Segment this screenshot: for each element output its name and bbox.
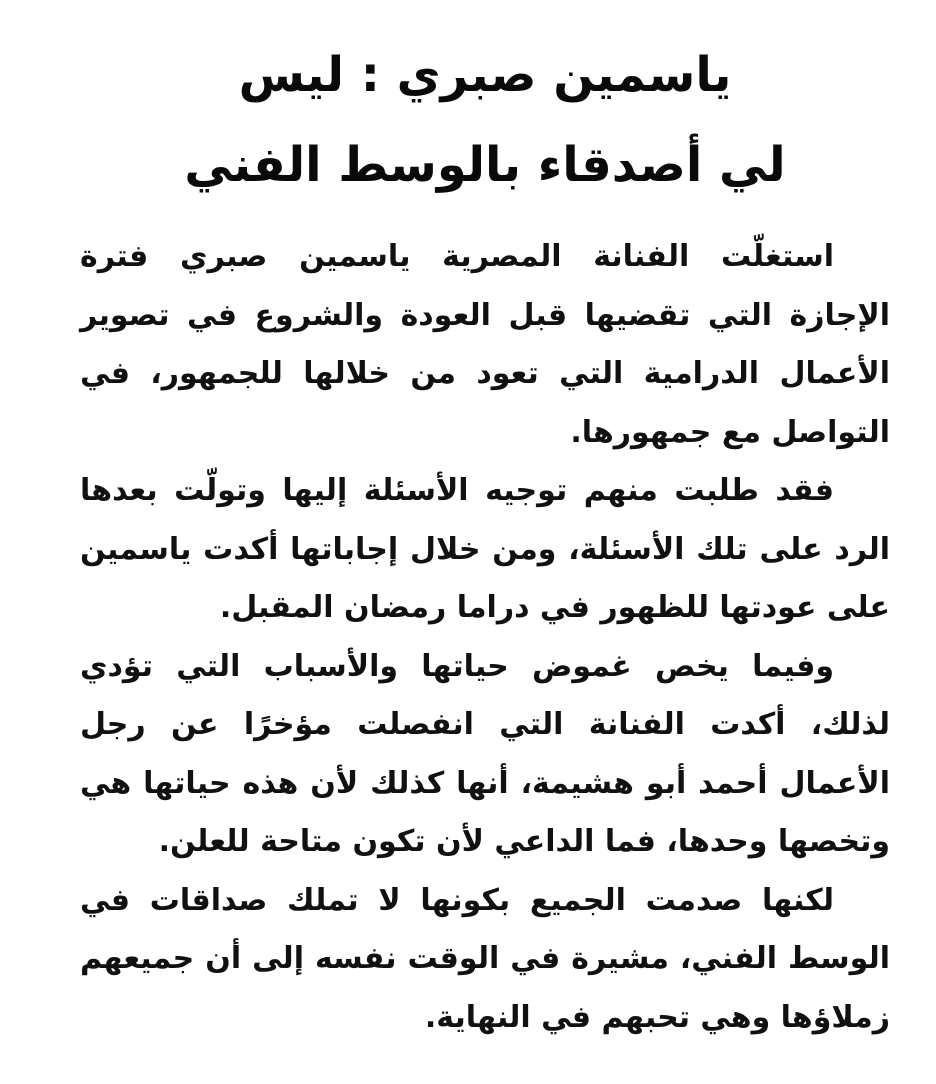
headline-line-2: لي أصدقاء بالوسط الفني (184, 137, 786, 193)
article-paragraph-2: فقد طلبت منهم توجيه الأسئلة إليها وتولّت بعدها الرد على تلك الأسئلة، ومن خلال إجاباتها أكدت ياسمين على عودتها للظهور في دراما رمضان المقبل. (80, 473, 890, 625)
article-paragraph-1: استغلّت الفنانة المصرية ياسمين صبري فترة الإجازة التي تقضيها قبل العودة والشروع في تصوير الأعمال الدرامية التي تعود من خلالها للجمهور، في التواصل مع جمهورها. (80, 239, 890, 450)
headline-line-1: ياسمين صبري : ليس (238, 47, 732, 103)
article-headline (80, 30, 890, 210)
article-paragraph-4: لكنها صدمت الجميع بكونها لا تملك صداقات في الوسط الفني، مشيرة في الوقت نفسه إلى أن جميعهم زملاؤها وهي تحبهم في النهاية. (80, 882, 890, 1035)
article-paragraph-3: وفيما يخص غموض حياتها والأسباب التي تؤدي لذلك، أكدت الفنانة التي انفصلت مؤخرًا عن رجل الأعمال أحمد أبو هشيمة، أنها كذلك لأن هذه حياتها هي وتخصها وحدها، فما الداعي لأن تكون متاحة للعلن. (80, 648, 890, 859)
news-article (80, 30, 890, 1047)
